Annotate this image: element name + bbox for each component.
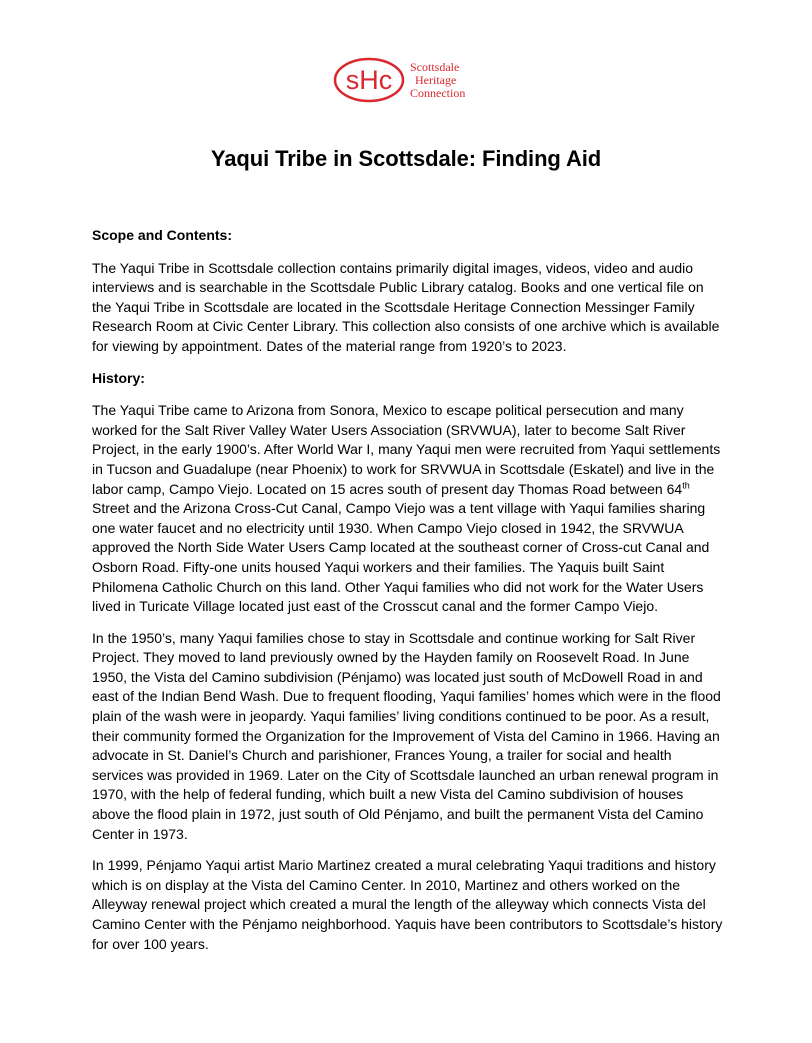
page-title: Yaqui Tribe in Scottsdale: Finding Aid	[210, 146, 602, 171]
ordinal-superscript: th	[682, 479, 690, 490]
history-paragraph-2: In the 1950’s, many Yaqui families chose to stay in Scottsdale and continue working for Salt River Project. They moved to land previously owned by the Hayden family on Roosevelt Road. In June 1950, the Vista del Camino subdivision (Pénjamo) was located just south of McDowell Road in and east of the Indian Bend Wash. Due to frequent flooding, Yaqui families’ homes which were in the flood plain of the wash were in jeopardy. Yaqui families’ living conditions continued to be poor. As a result, their community formed the Organization for the Improvement of Vista del Camino in 1966. Having an advocate in St. Daniel’s Church and parishioner, Frances Young, a trailer for social and health services was provided in 1969. Later on the City of Scottsdale launched an urban renewal program in 1970, with the help of federal funding, which built a new Vista del Camino subdivision of houses above the flood plain in 1972, just south of Old Pénjamo, and built the permanent Vista del Camino Center in 1973.	[92, 629, 721, 842]
history-paragraph-1-text-b: Street and the Arizona Cross-Cut Canal, Campo Viejo was a tent village with Yaqui families sharing one water faucet and no electricity until 1930. When Campo Viejo closed in 1942, the SRVWUA approved the North Side Water Users Camp located at the southeast corner of Cross-cut Canal and Osborn Road. Fifty-one units housed Yaqui workers and their families. The Yaquis built Saint Philomena Catholic Church on this land. Other Yaqui families who did not work for the Water Users lived in Turicate Village located just east of the Crosscut canal and the former Campo Viejo.	[92, 500, 710, 615]
history-paragraph-1	[92, 401, 724, 617]
history-paragraph-1-text-a: The Yaqui Tribe came to Arizona from Sonora, Mexico to escape political persecution and many worked for the Salt River Valley Water Users Association (SRVWUA), later to become Salt River Project, in the early 1900’s. After World War I, many Yaqui men were recruited from Yaqui settlements in Tucson and Guadalupe (near Phoenix) to work for SRVWUA in Scottsdale (Eskatel) and live in the labor camp, Campo Viejo. Located on 15 acres south of present day Thomas Road between 64	[92, 402, 721, 497]
logo-line-2: Heritage	[415, 73, 457, 87]
scottsdale-heritage-connection-logo	[332, 56, 492, 106]
logo-line-3: Connection	[410, 86, 466, 100]
logo-line-1: Scottsdale	[410, 60, 460, 74]
logo-monogram: sHc	[345, 65, 393, 95]
history-heading: History:	[92, 369, 145, 386]
scope-heading: Scope and Contents:	[92, 227, 233, 243]
history-paragraph-3: In 1999, Pénjamo Yaqui artist Mario Martinez created a mural celebrating Yaqui traditions and history which is on display at the Vista del Camino Center. In 2010, Martinez and others worked on the Alleyway renewal project which created a mural the length of the alleyway which connects Vista del Camino Center with the Pénjamo neighborhood. Yaquis have been contributors to Scottsdale’s history for over 100 years.	[92, 857, 723, 952]
scope-paragraph: The Yaqui Tribe in Scottsdale collection contains primarily digital images, videos, video and audio interviews and is searchable in the Scottsdale Public Library catalog. Books and one vertical file on the Yaqui Tribe in Scottsdale are located in the Scottsdale Heritage Connection Messinger Family Research Room at Civic Center Library. This collection also consists of one archive which is available for viewing by appointment. Dates of the material range from 1920’s to 2023.	[92, 259, 720, 354]
document-body	[92, 226, 724, 963]
